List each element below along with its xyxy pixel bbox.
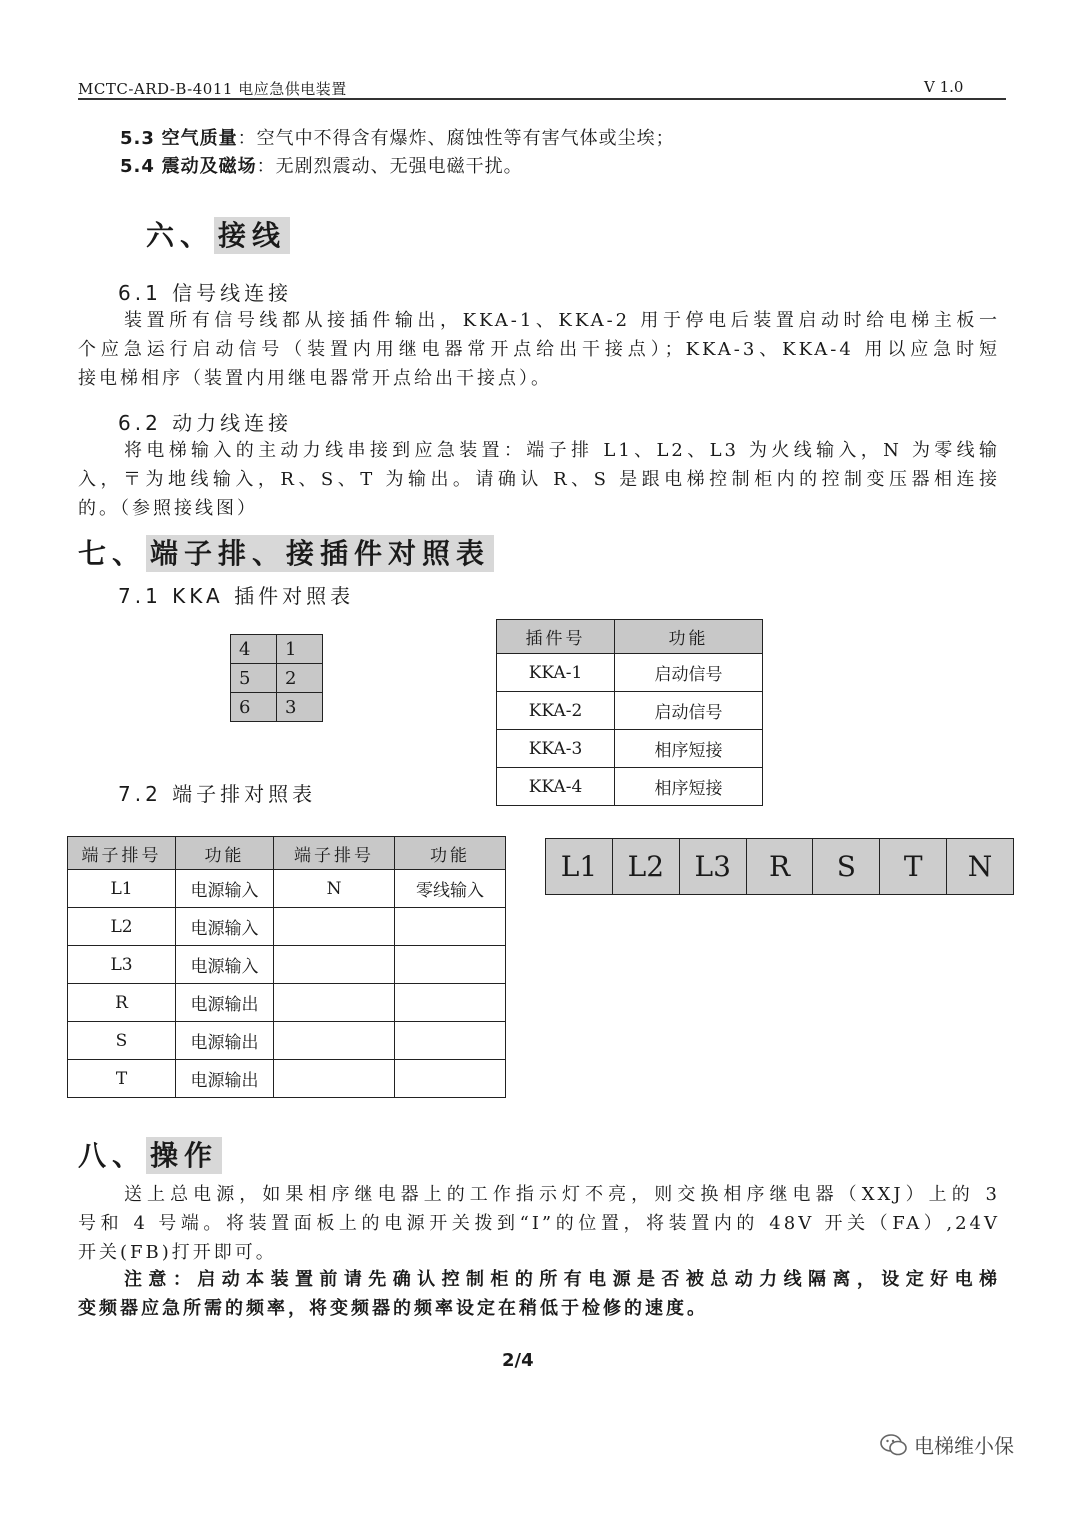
table-cell: KKA-4 <box>497 768 615 806</box>
grid-cell: 4 <box>231 635 277 664</box>
table-cell <box>395 1022 506 1060</box>
table-cell: L2 <box>68 908 176 946</box>
grid-cell: 3 <box>277 693 323 722</box>
operation-note: 注意：启动本装置前请先确认控制柜的所有电源是否被总动力线隔离，设定好电梯 变频器应急所需的频率，将变频器的频率设定在稍低于检修的速度。 <box>78 1269 1000 1319</box>
table-row <box>497 692 763 730</box>
subsection-7-1: 7.1 KKA 插件对照表 <box>118 584 355 608</box>
column-header: 插件号 <box>497 620 615 654</box>
grid-cell: 2 <box>277 664 323 693</box>
column-header: 功能 <box>615 620 763 654</box>
terminal-r: R <box>746 839 813 895</box>
terminal-l3: L3 <box>679 839 746 895</box>
table-cell: KKA-1 <box>497 654 615 692</box>
subsection-7-2: 7.2 端子排对照表 <box>118 782 317 806</box>
table-row <box>68 946 506 984</box>
subsection-6-1: 6.1 信号线连接 <box>118 281 293 305</box>
section-7-heading: 七、 端子排、接插件对照表 <box>78 532 494 572</box>
section-8-heading: 八、 操作 <box>78 1134 222 1174</box>
table-cell <box>395 908 506 946</box>
paragraph-6-1: 装置所有信号线都从接插件输出，KKA-1、KKA-2 用于停电后装置启动时给电梯主板一 个应急运行启动信号（装置内用继电器常开点给出干接点）；KKA-3、KKA-4 用以应急时短 接电梯相序（装置内用继电器常开点给出干接点）。 <box>78 310 1000 389</box>
table-cell <box>274 908 395 946</box>
table-row <box>68 984 506 1022</box>
column-header: 功能 <box>176 837 274 870</box>
table-cell: 电源输出 <box>176 1022 274 1060</box>
grid-cell: 1 <box>277 635 323 664</box>
table-cell: 相序短接 <box>615 768 763 806</box>
item-5-4: 5.4 震动及磁场：无剧烈震动、无强电磁干扰。 <box>120 156 523 177</box>
table-row <box>68 870 506 908</box>
watermark: 电梯维小保 <box>880 1430 1014 1459</box>
item-5-3: 5.3 空气质量：空气中不得含有爆炸、腐蚀性等有害气体或尘埃； <box>120 128 675 149</box>
table-header-row <box>497 620 763 654</box>
grid-cell: 5 <box>231 664 277 693</box>
paragraph-6-2: 将电梯输入的主动力线串接到应急装置：端子排 L1、L2、L3 为火线输入，N 为零线输 入，〒为地线输入，R、S、T 为输出。请确认 R、S 是跟电梯控制柜内的控制变压器相连接 的。（参照接线图） <box>78 440 1000 519</box>
grid-row <box>231 635 323 664</box>
table-cell: 电源输入 <box>176 870 274 908</box>
column-header: 端子排号 <box>274 837 395 870</box>
terminal-l1: L1 <box>546 839 613 895</box>
table-cell: KKA-3 <box>497 730 615 768</box>
table-cell: N <box>274 870 395 908</box>
table-cell: 相序短接 <box>615 730 763 768</box>
table-cell: 电源输出 <box>176 984 274 1022</box>
table-cell: R <box>68 984 176 1022</box>
grid-cell: 6 <box>231 693 277 722</box>
header-rule <box>78 98 1006 100</box>
table-row <box>68 1022 506 1060</box>
table-cell <box>274 984 395 1022</box>
column-header: 端子排号 <box>68 837 176 870</box>
table-cell <box>274 1060 395 1098</box>
table-cell: KKA-2 <box>497 692 615 730</box>
table-cell: L3 <box>68 946 176 984</box>
table-cell <box>395 984 506 1022</box>
grid-row <box>231 664 323 693</box>
terminal-row <box>546 839 1014 895</box>
subsection-6-2: 6.2 动力线连接 <box>118 411 293 435</box>
table-cell: 电源输出 <box>176 1060 274 1098</box>
table-row <box>68 908 506 946</box>
terminal-s: S <box>813 839 880 895</box>
kka-pin-grid <box>230 634 323 722</box>
table-cell: 电源输入 <box>176 908 274 946</box>
terminal-l2: L2 <box>612 839 679 895</box>
table-cell: T <box>68 1060 176 1098</box>
page-number: 2/4 <box>502 1350 534 1371</box>
table-cell <box>395 946 506 984</box>
table-cell <box>274 946 395 984</box>
table-row <box>68 1060 506 1098</box>
table-cell: L1 <box>68 870 176 908</box>
grid-row <box>231 693 323 722</box>
terminal-t: T <box>880 839 947 895</box>
doc-header-title: MCTC-ARD-B-4011 电应急供电装置 <box>78 80 347 98</box>
terminal-n: N <box>947 839 1014 895</box>
table-cell <box>395 1060 506 1098</box>
table-cell: 零线输入 <box>395 870 506 908</box>
column-header: 功能 <box>395 837 506 870</box>
paragraph-8: 送上总电源，如果相序继电器上的工作指示灯不亮，则交换相序继电器（XXJ）上的 3 号和 4 号端。将装置面板上的电源开关拨到“I”的位置，将装置内的 48V 开关（FA）,24V 开关(FB)打开即可。 <box>78 1184 1000 1263</box>
doc-version: V 1.0 <box>924 78 964 96</box>
table-cell: 启动信号 <box>615 654 763 692</box>
section-6-heading: 六、 接线 <box>146 214 290 254</box>
wechat-icon <box>880 1433 908 1457</box>
table-row <box>497 730 763 768</box>
terminal-block-strip <box>545 838 1014 895</box>
table-cell: 电源输入 <box>176 946 274 984</box>
table-cell <box>274 1022 395 1060</box>
terminal-function-table <box>67 836 506 1098</box>
table-header-row <box>68 837 506 870</box>
table-row <box>497 768 763 806</box>
kka-function-table <box>496 619 763 806</box>
table-row <box>497 654 763 692</box>
table-cell: S <box>68 1022 176 1060</box>
table-cell: 启动信号 <box>615 692 763 730</box>
